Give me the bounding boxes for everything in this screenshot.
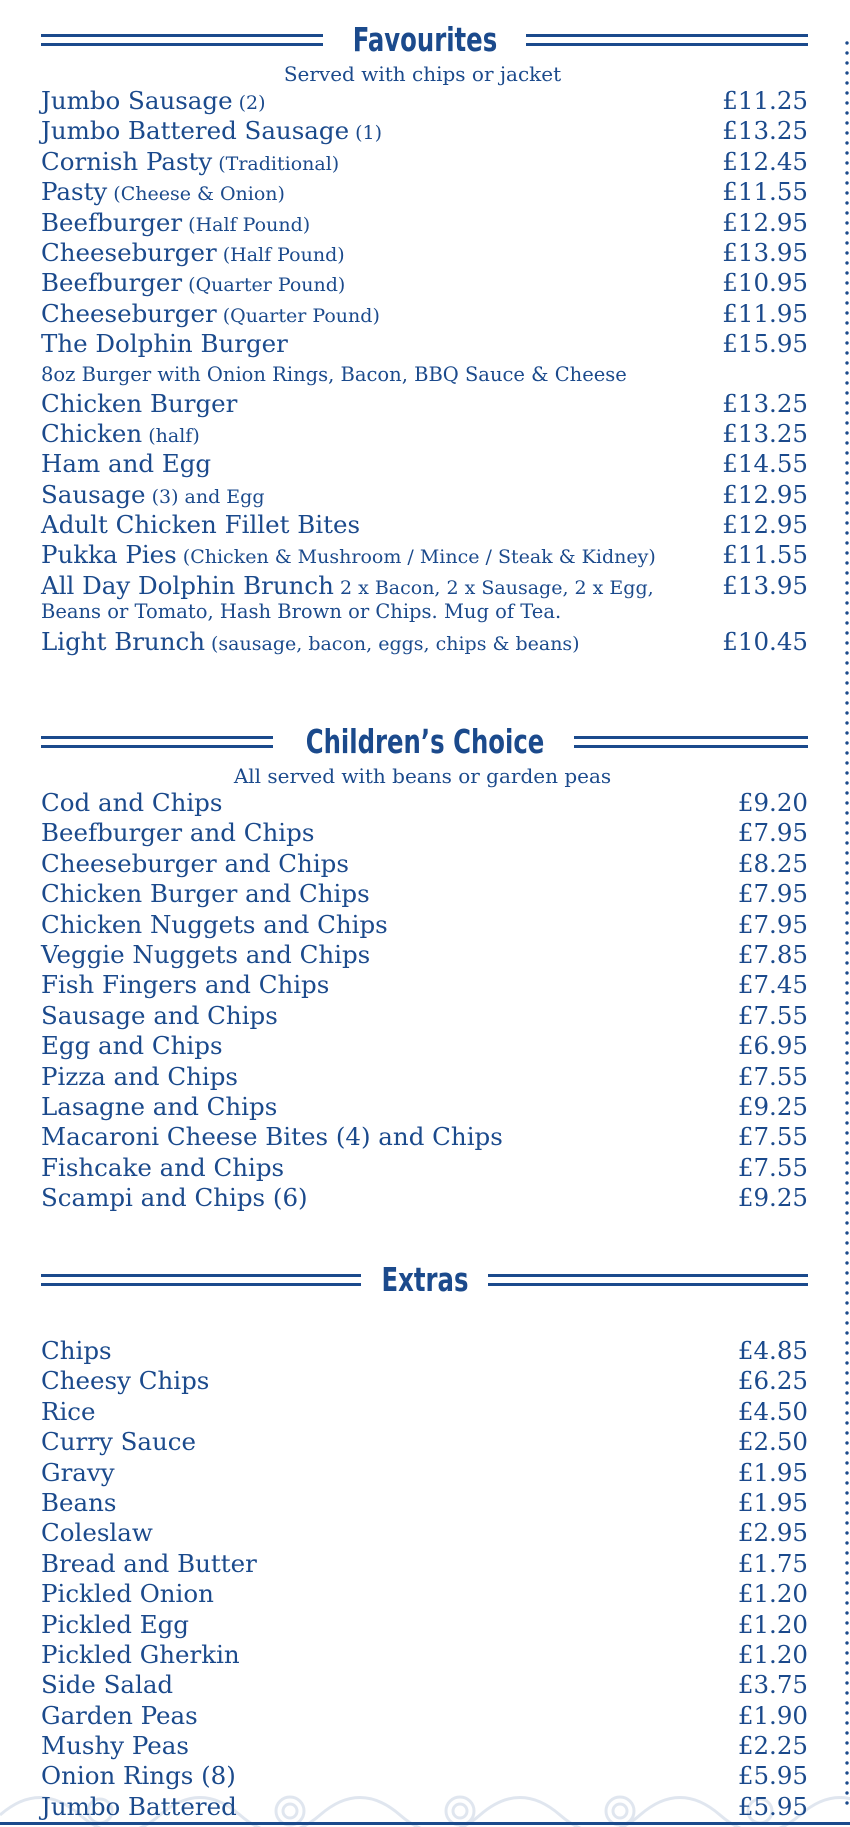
item-price: £13.25 xyxy=(722,418,808,448)
menu-item xyxy=(0,1518,850,1548)
item-price: £11.95 xyxy=(722,298,808,328)
item-note: (Half Pound) xyxy=(182,213,311,236)
menu-item xyxy=(0,1153,850,1183)
item-name-text: Pickled Egg xyxy=(41,1609,189,1639)
item-note: (Quarter Pound) xyxy=(182,274,346,297)
item-name-text: Bread and Butter xyxy=(41,1548,257,1578)
item-name xyxy=(41,1336,112,1366)
item-name xyxy=(41,1183,308,1213)
item-name xyxy=(41,1427,196,1457)
item-price: £12.45 xyxy=(722,146,808,176)
menu-item xyxy=(0,208,850,238)
item-name-text: Chips xyxy=(41,1336,112,1365)
item-price: £1.95 xyxy=(737,1487,808,1517)
menu-item xyxy=(0,788,850,818)
item-price: £2.95 xyxy=(737,1518,808,1548)
item-name xyxy=(41,1731,189,1761)
childrens-subtitle: All served with beans or garden peas xyxy=(233,764,612,788)
item-name xyxy=(41,1122,503,1152)
item-price: £1.95 xyxy=(737,1457,808,1487)
item-note: (half) xyxy=(142,424,200,447)
item-name-text: Scampi and Chips (6) xyxy=(41,1183,308,1213)
item-price: £4.85 xyxy=(737,1336,808,1365)
item-note: (Quarter Pound) xyxy=(216,304,380,327)
dolphin-burger-description: 8oz Burger with Onion Rings, Bacon, BBQ Sauce & Cheese xyxy=(41,362,627,386)
item-price: £9.20 xyxy=(737,788,808,817)
item-name-text: Sausage and Chips xyxy=(41,1000,278,1030)
item-name xyxy=(41,1701,198,1731)
item-price: £7.95 xyxy=(737,909,808,939)
menu-item xyxy=(0,849,850,879)
item-price: £3.75 xyxy=(737,1670,808,1700)
item-price: £5.95 xyxy=(737,1761,808,1791)
item-price: £7.85 xyxy=(737,939,808,969)
extras-title: Extras xyxy=(381,1260,469,1299)
favourites-list xyxy=(0,86,850,360)
item-price: £14.55 xyxy=(722,449,808,479)
menu-item xyxy=(0,1062,850,1092)
item-name xyxy=(41,449,211,481)
item-name xyxy=(41,627,580,659)
item-name xyxy=(41,1001,278,1031)
menu-item xyxy=(0,1336,850,1366)
menu-item xyxy=(0,1640,850,1670)
childrens-title: Children’s Choice xyxy=(305,722,545,761)
item-name-text: Pickled Gherkin xyxy=(41,1639,240,1669)
item-name xyxy=(41,1670,173,1700)
menu-item xyxy=(0,177,850,207)
item-name-text: All Day Dolphin Brunch xyxy=(41,570,334,600)
item-name-text: Fishcake and Chips xyxy=(41,1152,285,1182)
item-name xyxy=(41,1579,214,1609)
favourites-title: Favourites xyxy=(352,20,498,59)
item-price: £12.95 xyxy=(722,510,808,540)
brunch-description: Beans or Tomato, Hash Brown or Chips. Mug of Tea. xyxy=(41,599,562,623)
item-name-text: Jumbo Sausage xyxy=(41,86,233,115)
item-name-text: Cheesy Chips xyxy=(41,1366,210,1396)
item-name xyxy=(41,208,310,240)
item-name-text: Beefburger xyxy=(41,268,183,298)
item-price: £7.55 xyxy=(737,1000,808,1030)
item-price: £9.25 xyxy=(737,1183,808,1213)
item-name-text: Light Brunch xyxy=(41,626,205,656)
item-price: £13.25 xyxy=(722,388,808,418)
item-name xyxy=(41,329,288,361)
item-name-text: Chicken Burger xyxy=(41,388,238,418)
menu-item xyxy=(0,419,850,449)
menu-item xyxy=(0,940,850,970)
item-note: (sausage, bacon, eggs, chips & beans) xyxy=(204,632,580,655)
item-name-text: Jumbo Battered xyxy=(41,1791,237,1821)
item-price: £13.95 xyxy=(722,570,808,600)
item-name xyxy=(41,940,370,970)
wave-pattern-decoration xyxy=(0,1775,850,1827)
item-name-text: Beefburger and Chips xyxy=(41,818,315,848)
menu-item xyxy=(0,879,850,909)
item-name xyxy=(41,1397,96,1427)
item-name-text: Lasagne and Chips xyxy=(41,1091,278,1121)
menu-item xyxy=(0,299,850,329)
item-name xyxy=(41,1488,116,1518)
item-price: £13.25 xyxy=(722,116,808,146)
item-name xyxy=(41,1549,257,1579)
item-price: £10.95 xyxy=(722,268,808,298)
item-name-text: Gravy xyxy=(41,1457,115,1487)
item-price: £6.95 xyxy=(737,1031,808,1061)
item-name-text: Cheeseburger xyxy=(41,237,217,267)
favourites-heading-row xyxy=(0,18,850,62)
item-name-text: Pukka Pies xyxy=(41,540,177,570)
menu-item xyxy=(0,1001,850,1031)
menu-item xyxy=(0,480,850,510)
item-name xyxy=(41,419,200,451)
menu-item xyxy=(0,1458,850,1488)
item-price: £11.55 xyxy=(722,540,808,570)
item-name-text: Fish Fingers and Chips xyxy=(41,970,330,1000)
item-name-text: Macaroni Cheese Bites (4) and Chips xyxy=(41,1122,503,1152)
item-price: £5.95 xyxy=(737,1791,808,1821)
extras-section xyxy=(0,1258,850,1822)
item-name xyxy=(41,268,345,300)
item-name-text: Garden Peas xyxy=(41,1700,198,1730)
menu-item xyxy=(0,910,850,940)
item-price: £12.95 xyxy=(722,207,808,237)
menu-item xyxy=(0,1610,850,1640)
item-price: £7.45 xyxy=(737,970,808,1000)
extras-spacer xyxy=(0,1302,850,1336)
item-note: (Chicken & Mushroom / Mince / Steak & Kidney) xyxy=(176,546,656,569)
item-name-text: Curry Sauce xyxy=(41,1427,196,1457)
item-name-text: Chicken Nuggets and Chips xyxy=(41,909,388,939)
item-price: £15.95 xyxy=(722,329,808,359)
menu-item xyxy=(0,268,850,298)
item-name-text: Rice xyxy=(41,1396,96,1426)
item-price: £13.95 xyxy=(722,237,808,267)
item-name xyxy=(41,1153,284,1183)
item-name xyxy=(41,147,339,179)
menu-item xyxy=(0,238,850,268)
menu-item xyxy=(0,1397,850,1427)
item-price: £11.25 xyxy=(722,86,808,115)
item-note: (3) and Egg xyxy=(145,485,265,508)
item-price: £12.95 xyxy=(722,479,808,509)
item-price: £7.95 xyxy=(737,818,808,848)
item-name xyxy=(41,238,345,270)
item-name-text: Beefburger xyxy=(41,207,183,237)
item-note: (Half Pound) xyxy=(216,243,345,266)
item-price: £1.20 xyxy=(737,1609,808,1639)
item-name-text: Pasty xyxy=(41,177,108,207)
item-name-text: The Dolphin Burger xyxy=(41,329,288,359)
item-name-text: Veggie Nuggets and Chips xyxy=(41,939,371,969)
item-name-text: Adult Chicken Fillet Bites xyxy=(41,510,361,540)
item-name-text: Cheeseburger and Chips xyxy=(41,848,349,878)
childrens-heading-row xyxy=(0,720,850,764)
item-name-text: Cheeseburger xyxy=(41,298,217,328)
item-name-text: Cod and Chips xyxy=(41,788,223,817)
menu-item xyxy=(0,1488,850,1518)
item-name-text: Chicken Burger and Chips xyxy=(41,879,370,909)
item-name xyxy=(41,177,285,209)
item-price: £7.95 xyxy=(737,879,808,909)
item-name xyxy=(41,86,266,118)
item-note: (Traditional) xyxy=(212,152,340,175)
bottom-border xyxy=(0,1822,850,1825)
menu-item xyxy=(0,1701,850,1731)
menu-item xyxy=(0,540,850,570)
item-note: (Cheese & Onion) xyxy=(107,183,285,206)
item-price: £7.55 xyxy=(737,1061,808,1091)
menu-item xyxy=(0,1366,850,1396)
item-price: £8.25 xyxy=(737,848,808,878)
item-name xyxy=(41,1640,240,1670)
menu-item xyxy=(0,1092,850,1122)
favourites-list-2 xyxy=(0,389,850,571)
item-name xyxy=(41,818,314,848)
item-price: £7.55 xyxy=(737,1152,808,1182)
item-price: £2.25 xyxy=(737,1731,808,1761)
menu-item xyxy=(0,449,850,479)
item-price: £4.50 xyxy=(737,1396,808,1426)
item-name-text: Pizza and Chips xyxy=(41,1061,239,1091)
item-name xyxy=(41,1062,238,1092)
item-name xyxy=(41,510,360,542)
menu-item xyxy=(0,1731,850,1761)
item-name xyxy=(41,1518,153,1548)
menu-item xyxy=(0,329,850,359)
item-name xyxy=(41,849,349,879)
item-price: £10.45 xyxy=(722,626,808,656)
item-name xyxy=(41,1092,277,1122)
menu-item xyxy=(0,1670,850,1700)
item-name-text: Sausage xyxy=(41,479,146,509)
item-price: £9.25 xyxy=(737,1091,808,1121)
item-name xyxy=(41,389,237,421)
menu-item xyxy=(0,86,850,116)
item-name-text: Cornish Pasty xyxy=(41,146,213,176)
item-name xyxy=(41,910,388,940)
item-name xyxy=(41,879,370,909)
menu-item xyxy=(0,571,850,601)
item-name xyxy=(41,788,222,818)
menu-item xyxy=(0,818,850,848)
childrens-list xyxy=(0,788,850,1213)
item-price: £1.75 xyxy=(737,1548,808,1578)
item-name xyxy=(41,1610,189,1640)
item-name-text: Egg and Chips xyxy=(41,1031,223,1061)
item-name-text: Beans xyxy=(41,1487,117,1517)
favourites-subtitle: Served with chips or jacket xyxy=(283,62,562,86)
menu-item xyxy=(0,116,850,146)
item-name xyxy=(41,1366,209,1396)
item-name-text: Jumbo Battered Sausage xyxy=(41,116,350,146)
item-name-text: Coleslaw xyxy=(41,1518,153,1548)
item-note: (2) xyxy=(232,92,266,114)
item-name-text: Onion Rings (8) xyxy=(41,1761,236,1791)
favourites-section xyxy=(0,18,850,657)
item-name xyxy=(41,571,654,603)
item-name-text: Mushy Peas xyxy=(41,1731,189,1761)
item-name xyxy=(41,1458,115,1488)
menu-item xyxy=(0,510,850,540)
item-price: £1.20 xyxy=(737,1639,808,1669)
item-name-text: Ham and Egg xyxy=(41,449,212,479)
item-name xyxy=(41,970,329,1000)
menu-item xyxy=(0,389,850,419)
menu-item xyxy=(0,627,850,657)
item-name xyxy=(41,480,265,512)
item-price: £6.25 xyxy=(737,1366,808,1396)
item-note: (1) xyxy=(349,122,383,145)
menu-item xyxy=(0,1122,850,1152)
item-name xyxy=(41,299,380,331)
item-name-text: Chicken xyxy=(41,418,143,448)
menu-item xyxy=(0,1549,850,1579)
extras-heading-row xyxy=(0,1258,850,1302)
item-name xyxy=(41,116,382,148)
item-price: £7.55 xyxy=(737,1122,808,1152)
item-price: £11.55 xyxy=(722,177,808,207)
menu-item xyxy=(0,1579,850,1609)
item-name xyxy=(41,1031,223,1061)
menu-item xyxy=(0,147,850,177)
extras-list xyxy=(0,1336,850,1822)
menu-item xyxy=(0,1427,850,1457)
item-name-text: Pickled Onion xyxy=(41,1579,214,1609)
item-note: 2 x Bacon, 2 x Sausage, 2 x Egg, xyxy=(333,576,654,599)
item-price: £2.50 xyxy=(737,1427,808,1457)
childrens-section xyxy=(0,720,850,1213)
menu-item xyxy=(0,1183,850,1213)
menu-item xyxy=(0,1031,850,1061)
item-price: £1.90 xyxy=(737,1700,808,1730)
menu-item xyxy=(0,970,850,1000)
item-price: £1.20 xyxy=(737,1579,808,1609)
item-name xyxy=(41,540,656,572)
item-name-text: Side Salad xyxy=(41,1670,174,1700)
